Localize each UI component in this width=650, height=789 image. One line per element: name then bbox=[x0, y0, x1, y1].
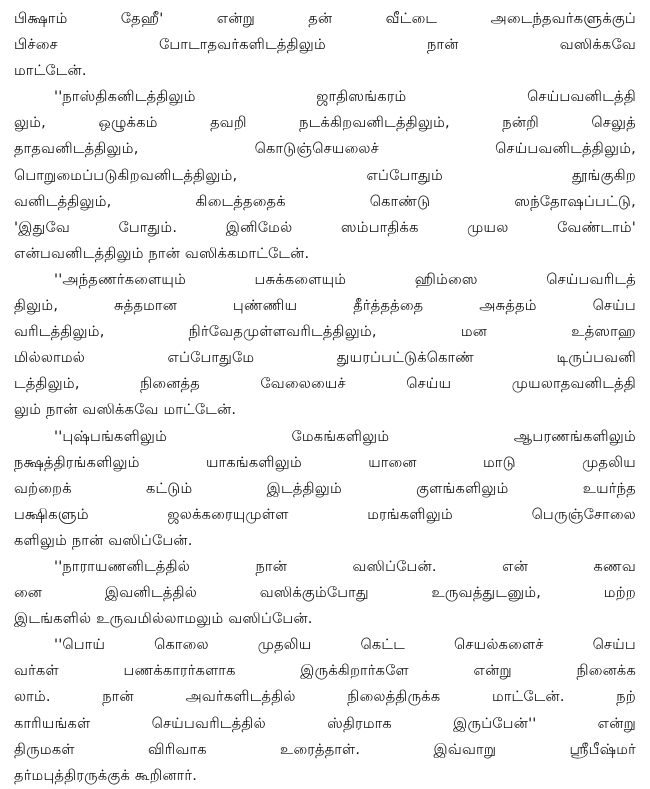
text-line: களிலும் நான் வஸிப்பேன். bbox=[14, 531, 193, 549]
paragraph-2 bbox=[14, 84, 636, 267]
text-line: பொறுமைப்படுகிறவனிடத்திலும், எப்போதும் தூங்குகிற bbox=[14, 166, 636, 184]
text-line: வர்கள் பணக்காரர்களாக இருக்கிறார்களே என்று நினைக்க bbox=[14, 662, 636, 680]
document-page bbox=[14, 6, 636, 784]
text-line: தாதவனிடத்திலும், கொடுஞ்செயலைச் செய்பவனிடத்திலும், bbox=[14, 140, 636, 158]
text-line: திருமகள் விரிவாக உரைத்தாள். இவ்வாறு ஸ்ரீபீஷ்மர் bbox=[14, 740, 636, 758]
text-line: வனிடத்திலும், கிடைத்ததைக் கொண்டு ஸந்தோஷப்பட்டு, bbox=[14, 192, 636, 210]
text-line: மாட்டேன். bbox=[14, 62, 87, 80]
text-line: நக்ஷத்திரங்களிலும் யாகங்களிலும் யானை மாடு முதலிய bbox=[14, 453, 636, 471]
paragraph-3 bbox=[14, 267, 636, 424]
text-line: பிக்ஷாம் தேஹீ' என்று தன் வீட்டை அடைந்தவர்களுக்குப் bbox=[14, 10, 636, 27]
paragraph-4 bbox=[14, 424, 636, 554]
text-line: னை இவனிடத்தில் வஸிக்கும்போது உருவத்துடனும், மற்ற bbox=[14, 584, 636, 602]
text-line: பக்ஷிகளும் ஜலக்கரையுமுள்ள மரங்களிலும் பெருஞ்சோலை bbox=[14, 505, 636, 523]
text-line: தர்மபுத்திரருக்குக் கூறினார். bbox=[14, 766, 198, 784]
text-line: ''பொய் கொலை முதலிய கெட்ட செயல்களைச் செய்ப bbox=[54, 636, 636, 654]
text-line: என்பவனிடத்திலும் நான் வஸிக்கமாட்டேன். bbox=[14, 244, 310, 262]
text-line: இடங்களில் உருவமில்லாமலும் வஸிப்பேன். bbox=[14, 610, 313, 628]
text-line: 'இதுவே போதும். இனிமேல் ஸம்பாதிக்க முயல வேண்டாம்' bbox=[14, 218, 636, 236]
text-line: காரியங்கள் செய்பவரிடத்தில் ஸ்திரமாக இருப்பேன்'' என்று bbox=[14, 714, 636, 732]
text-line: மில்லாமல் எப்போதுமே துயரப்பட்டுக்கொண் டிருப்பவனி bbox=[14, 349, 636, 367]
text-line: திலும், சுத்தமான புண்ணிய தீர்த்தத்தை அசுத்தம் செய்ப bbox=[14, 297, 636, 315]
text-line: லும் நான் வஸிக்கவே மாட்டேன். bbox=[14, 401, 237, 419]
text-line: வரிடத்திலும், நிர்வேதமுள்ளவரிடத்திலும், மன உத்ஸாஹ bbox=[14, 323, 636, 341]
text-line: ''நாஸ்திகனிடத்திலும் ஜாதிஸங்கரம் செய்பவனிடத்தி bbox=[54, 88, 636, 106]
text-line: லாம். நான் அவர்களிடத்தில் நிலைத்திருக்க மாட்டேன். நற் bbox=[14, 688, 636, 706]
text-line: டத்திலும், நினைத்த வேலையைச் செய்ய முயலாதவனிடத்தி bbox=[14, 375, 636, 393]
text-line: ''புஷ்பங்களிலும் மேகங்களிலும் ஆபரணங்களிலும் bbox=[54, 427, 636, 445]
paragraph-1 bbox=[14, 6, 636, 84]
paragraph-6 bbox=[14, 632, 636, 789]
text-line: ''அந்தணர்களையும் பசுக்களையும் ஹிம்ஸை செய்பவரிடத் bbox=[54, 270, 636, 288]
text-line: லும், ஒழுக்கம் தவறி நடக்கிறவனிடத்திலும், நன்றி செலுத் bbox=[14, 114, 636, 132]
text-line: ''நாராயணனிடத்தில் நான் வஸிப்பேன். என் கணவ bbox=[54, 557, 636, 575]
text-line: பிச்சை போடாதவர்களிடத்திலும் நான் வஸிக்கவே bbox=[14, 36, 636, 54]
text-line: வற்றைக் கட்டும் இடத்திலும் குளங்களிலும் உயர்ந்த bbox=[14, 479, 636, 497]
paragraph-5 bbox=[14, 554, 636, 632]
